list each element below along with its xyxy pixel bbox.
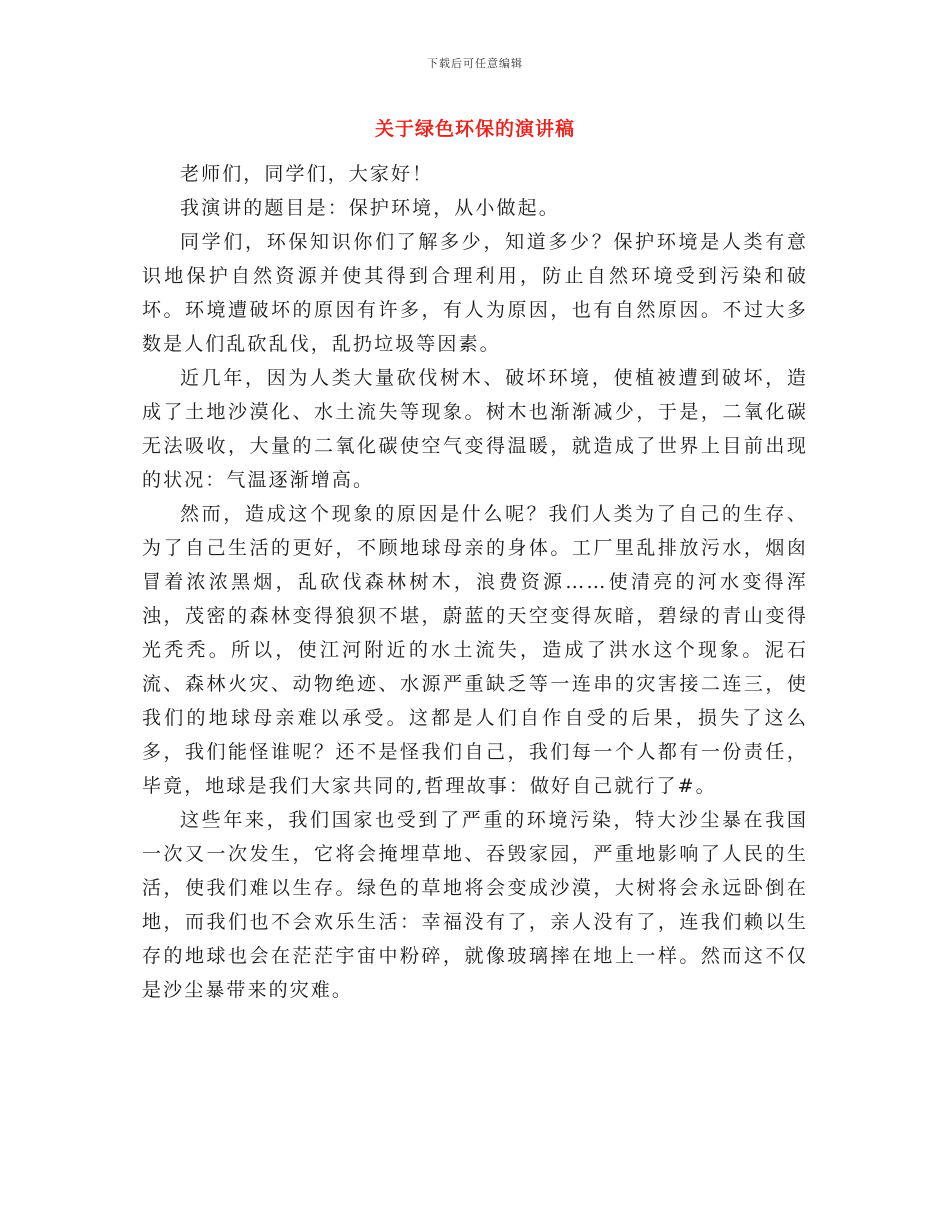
paragraph-greeting: 老师们，同学们，大家好！ [180,163,434,185]
paragraph-recent-years: 近几年，因为人类大量砍伐树木、破坏环境，使植被遭到破坏，造成了土地沙漠化、水土流失等现象。树木也渐渐减少，于是，二氧化碳无法吸收，大量的二氧化碳使空气变得温暖，就造成了世界上目前出现的状况：气温逐渐增高。 [142,367,808,491]
page-title: 关于绿色环保的演讲稿 [374,118,575,140]
header-note: 下载后可任意编辑 [427,57,523,70]
paragraph-environmental-knowledge: 同学们，环保知识你们了解多少，知道多少？保护环境是人类有意识地保护自然资源并使其得到合理利用，防止自然环境受到污染和破坏。环境遭破坏的原因有许多，有人为原因，也有自然原因。不过大多数是人们乱砍乱伐，乱扔垃圾等因素。 [142,231,808,355]
document-body [142,157,808,1007]
paragraph-pollution: 这些年来，我们国家也受到了严重的环境污染，特大沙尘暴在我国一次又一次发生，它将会掩埋草地、吞毁家园，严重地影响了人民的生活，使我们难以生存。绿色的草地将会变成沙漠，大树将会永远卧倒在地，而我们也不会欢乐生活：幸福没有了，亲人没有了，连我们赖以生存的地球也会在茫茫宇宙中粉碎，就像玻璃摔在地上一样。然而这不仅是沙尘暴带来的灾难。 [142,809,808,1001]
paragraph-topic: 我演讲的题目是：保护环境，从小做起。 [180,197,560,219]
paragraph-causes: 然而，造成这个现象的原因是什么呢？我们人类为了自己的生存、为了自己生活的更好，不顾地球母亲的身体。工厂里乱排放污水，烟囱冒着浓浓黑烟，乱砍伐森林树木，浪费资源……使清亮的河水变得浑浊，茂密的森林变得狼狈不堪，蔚蓝的天空变得灰暗，碧绿的青山变得光秃秃。所以，使江河附近的水土流失，造成了洪水这个现象。泥石流、森林火灾、动物绝迹、水源严重缺乏等一连串的灾害接二连三，使我们的地球母亲难以承受。这都是人们自作自受的后果，损失了这么多，我们能怪谁呢？还不是怪我们自己，我们每一个人都有一份责任，毕竟，地球是我们大家共同的,哲理故事：做好自己就行了#。 [142,503,808,797]
